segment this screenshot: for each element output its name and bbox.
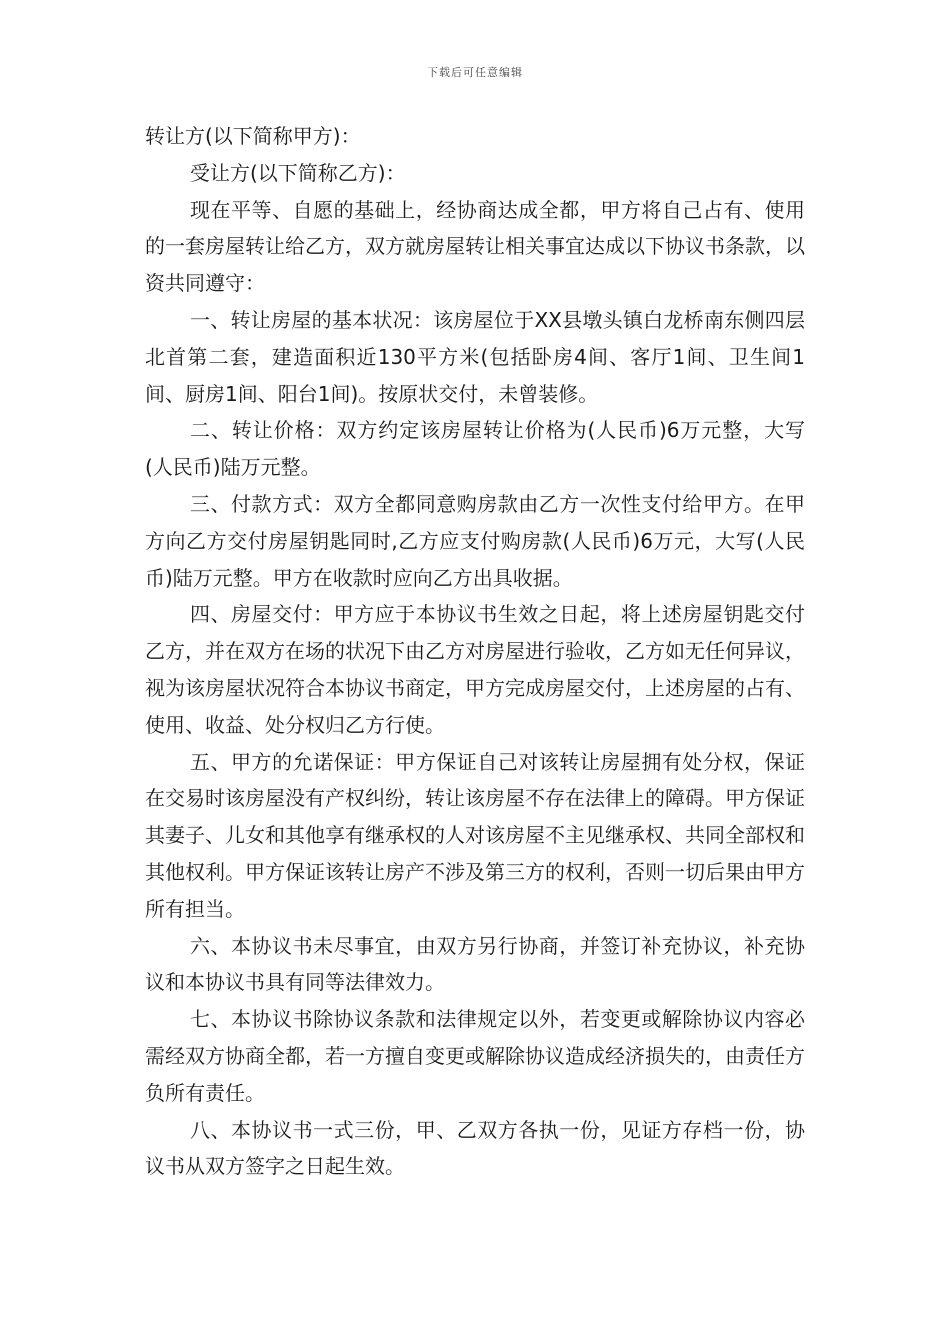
paragraph-transferee: 受让方(以下简称乙方)： (190, 160, 406, 185)
clause-3-payment: 三、付款方式：双方全都同意购房款由乙方一次性支付给甲方。在甲方向乙方交付房屋钥匙同时,乙方应支付购房款(人民币)6万元，大写(人民币)陆万元整。甲方在收款时应向乙方出具收据。 (145, 491, 805, 590)
clause-4-delivery: 四、房屋交付：甲方应于本协议书生效之日起，将上述房屋钥匙交付乙方，并在双方在场的状况下由乙方对房屋进行验收，乙方如无任何异议，视为该房屋状况符合本协议书商定，甲方完成房屋交付，上述房屋的占有、使用、收益、处分权归乙方行使。 (145, 602, 805, 737)
paragraph-transferor: 转让方(以下简称甲方)： (145, 124, 361, 148)
clause-7-modification: 七、本协议书除协议条款和法律规定以外，若变更或解除协议内容必需经双方协商全都，若一方擅自变更或解除协议造成经济损失的，由责任方负所有责任。 (145, 1007, 805, 1105)
page-header-note: 下载后可任意编辑 (427, 66, 523, 79)
document-body (145, 118, 805, 1185)
paragraph-preamble: 现在平等、自愿的基础上，经协商达成全都，甲方将自己占有、使用的一套房屋转让给乙方，双方就房屋转让相关事宜达成以下协议书条款，以资共同遵守： (145, 197, 805, 296)
clause-5-warranty: 五、甲方的允诺保证：甲方保证自己对该转让房屋拥有处分权，保证在交易时该房屋没有产权纠纷，转让该房屋不存在法律上的障碍。甲方保证其妻子、儿女和其他享有继承权的人对该房屋不主见继承权、共同全部权和其他权利。甲方保证该转让房产不涉及第三方的权利，否则一切后果由甲方所有担当。 (145, 749, 805, 921)
clause-8-copies: 八、本协议书一式三份，甲、乙双方各执一份，见证方存档一份，协议书从双方签字之日起生效。 (145, 1117, 805, 1179)
clause-6-supplement: 六、本协议书未尽事宜，由双方另行协商，并签订补充协议，补充协议和本协议书具有同等法律效力。 (145, 933, 805, 995)
clause-1-property: 一、转让房屋的基本状况：该房屋位于XX县墩头镇白龙桥南东侧四层北首第二套，建造面积近130平方米(包括卧房4间、客厅1间、卫生间1间、厨房1间、阳台1间)。按原状交付，未曾装修。 (145, 307, 805, 406)
clause-2-price: 二、转让价格：双方约定该房屋转让价格为(人民币)6万元整，大写(人民币)陆万元整。 (145, 418, 805, 480)
